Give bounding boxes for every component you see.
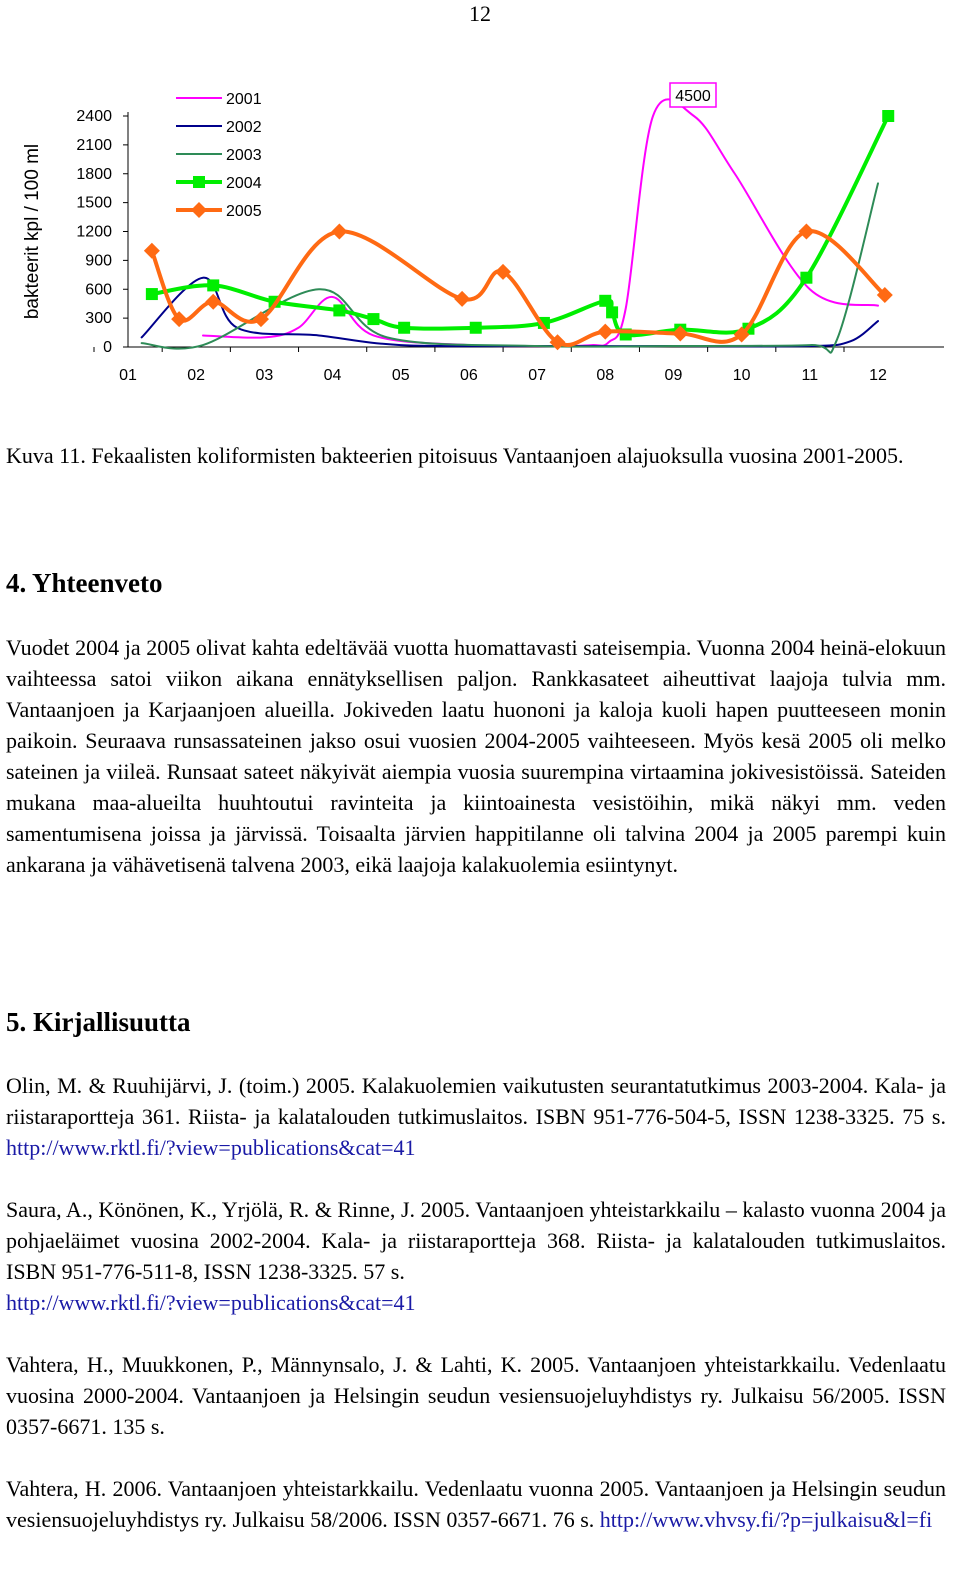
data-point-2005 bbox=[597, 324, 613, 340]
data-point-2004 bbox=[800, 272, 812, 284]
legend-label: 2005 bbox=[226, 203, 262, 220]
annotation-label: 4500 bbox=[675, 88, 711, 105]
x-tick-label: 03 bbox=[255, 367, 274, 384]
x-tick-label: 07 bbox=[528, 367, 546, 384]
data-point-2005 bbox=[144, 243, 160, 259]
reference-text: Vahtera, H. 2006. Vantaanjoen yhteistarkkailu. Vedenlaatu vuonna 2005. Vantaanjoen ja Helsingin seudun vesiensuojeluyhdistys ry. Julkaisu 58/2006. ISSN 0357-6671. 76 s. bbox=[6, 1476, 946, 1532]
y-tick-label: 600 bbox=[85, 281, 112, 299]
y-tick-label: 300 bbox=[85, 310, 112, 328]
heading-summary: 4. Yhteenveto bbox=[6, 568, 163, 598]
reference-link[interactable]: http://www.vhvsy.fi/?p=julkaisu&l=fi bbox=[599, 1507, 933, 1532]
data-point-2005 bbox=[798, 224, 814, 240]
reference-item bbox=[6, 1473, 946, 1535]
summary-paragraph: Vuodet 2004 ja 2005 olivat kahta edeltävää vuotta huomattavasti sateisempia. Vuonna 2004 heinä-elokuun vaihteessa satoi viikon aikana ennätyksellisen paljon. Rankkasateet aiheuttivat laajoja tulvia mm. Vantaanjoen ja Karjaanjoen alueilla. Jokiveden laatu huononi ja kaloja kuoli hapen puutteeseen monin paikoin. Seuraava runsassateinen jakso osui vuosien 2004-2005 vaihteeseen. Myös kesä 2005 oli melko sateinen ja viileä. Runsaat sateet näkyivät aiempia vuosia suurempina virtaamina jokivesistöissä. Sateiden mukana maa-alueilta huuhtoutui ravinteita ja kiintoainesta vesistöihin, mikä näkyi mm. veden samentumisena joissa ja järvissä. Toisaalta järvien happitilanne oli talvina 2004 ja 2005 parempi kuin ankarana ja vähävetisenä talvena 2003, eikä laajoja kalakuolemia esiintynyt. bbox=[6, 635, 946, 877]
data-point-2005 bbox=[331, 224, 347, 240]
data-point-2004 bbox=[882, 110, 894, 122]
data-point-2004 bbox=[398, 322, 410, 334]
x-tick-label: 12 bbox=[869, 367, 887, 384]
heading-references: 5. Kirjallisuutta bbox=[6, 1007, 191, 1037]
x-tick-label: 04 bbox=[323, 367, 342, 384]
x-tick-label: 05 bbox=[391, 367, 410, 384]
x-tick-label: 11 bbox=[801, 367, 819, 384]
x-tick-label: 10 bbox=[732, 367, 751, 384]
y-tick-label: 1500 bbox=[76, 194, 112, 212]
series-line-2001 bbox=[203, 99, 878, 346]
figure-caption: Kuva 11. Fekaalisten koliformisten bakteerien pitoisuus Vantaanjoen alajuoksulla vuosina 2001-2005. bbox=[6, 443, 904, 468]
legend-label: 2002 bbox=[226, 119, 262, 136]
data-point-2004 bbox=[606, 306, 618, 318]
y-tick-label: 0 bbox=[103, 339, 112, 356]
reference-link[interactable]: http://www.rktl.fi/?view=publications&cat=41 bbox=[6, 1135, 416, 1160]
data-point-2004 bbox=[367, 313, 379, 325]
reference-text: Olin, M. & Ruuhijärvi, J. (toim.) 2005. Kalakuolemien vaikutusten seurantatutkimus 2003-2004. Kala- ja riistaraportteja 361. Riista- ja kalatalouden tutkimuslaitos. ISBN 951-776-504-5, ISSN 1238-3325. 75 s. bbox=[6, 1073, 946, 1129]
legend-marker-2005 bbox=[191, 202, 207, 218]
data-point-2004 bbox=[333, 304, 345, 316]
data-point-2004 bbox=[207, 279, 219, 291]
x-tick-label: 01 bbox=[119, 367, 137, 384]
page-number: 12 bbox=[469, 1, 491, 26]
data-point-2004 bbox=[146, 288, 158, 300]
y-tick-label: 2100 bbox=[76, 136, 112, 154]
x-tick-label: 06 bbox=[460, 367, 478, 384]
reference-text: Vahtera, H., Muukkonen, P., Männynsalo, J. & Lahti, K. 2005. Vantaanjoen yhteistarkkailu. Vedenlaatu vuosina 2000-2004. Vantaanjoen ja Helsingin seudun vesiensuojeluyhdistys ry. Julkaisu 56/2005. ISSN 0357-6671. 135 s. bbox=[6, 1352, 946, 1439]
y-axis-label: bakteerit kpl / 100 ml bbox=[22, 143, 43, 320]
y-tick-label: 2400 bbox=[76, 108, 112, 125]
legend-marker-2004 bbox=[193, 176, 205, 188]
y-tick-label: 1200 bbox=[76, 223, 112, 241]
legend-label: 2004 bbox=[226, 175, 262, 192]
x-tick-label: 09 bbox=[664, 367, 683, 384]
reference-link[interactable]: http://www.rktl.fi/?view=publications&cat=41 bbox=[6, 1290, 416, 1315]
reference-text: Saura, A., Könönen, K., Yrjölä, R. & Rinne, J. 2005. Vantaanjoen yhteistarkkailu – kalasto vuonna 2004 ja pohjaeläimet vuosina 2002-2004. Kala- ja riistaraportteja 368. Riista- ja kalatalouden tutkimuslaitos. ISBN 951-776-511-8, ISSN 1238-3325. 57 s. bbox=[6, 1197, 946, 1284]
x-tick-label: 08 bbox=[596, 367, 615, 384]
data-point-2004 bbox=[599, 295, 611, 307]
reference-item bbox=[6, 1349, 946, 1442]
data-point-2005 bbox=[454, 291, 470, 307]
series-line-2004 bbox=[152, 116, 888, 335]
legend-label: 2001 bbox=[226, 91, 262, 108]
data-point-2004 bbox=[470, 322, 482, 334]
reference-item bbox=[6, 1070, 946, 1163]
reference-item bbox=[6, 1194, 946, 1318]
fecal-bacteria-chart bbox=[0, 70, 960, 400]
legend-label: 2003 bbox=[226, 147, 262, 164]
y-tick-label: 900 bbox=[85, 252, 112, 270]
y-tick-label: 1800 bbox=[76, 165, 112, 183]
x-tick-label: 02 bbox=[187, 367, 206, 384]
